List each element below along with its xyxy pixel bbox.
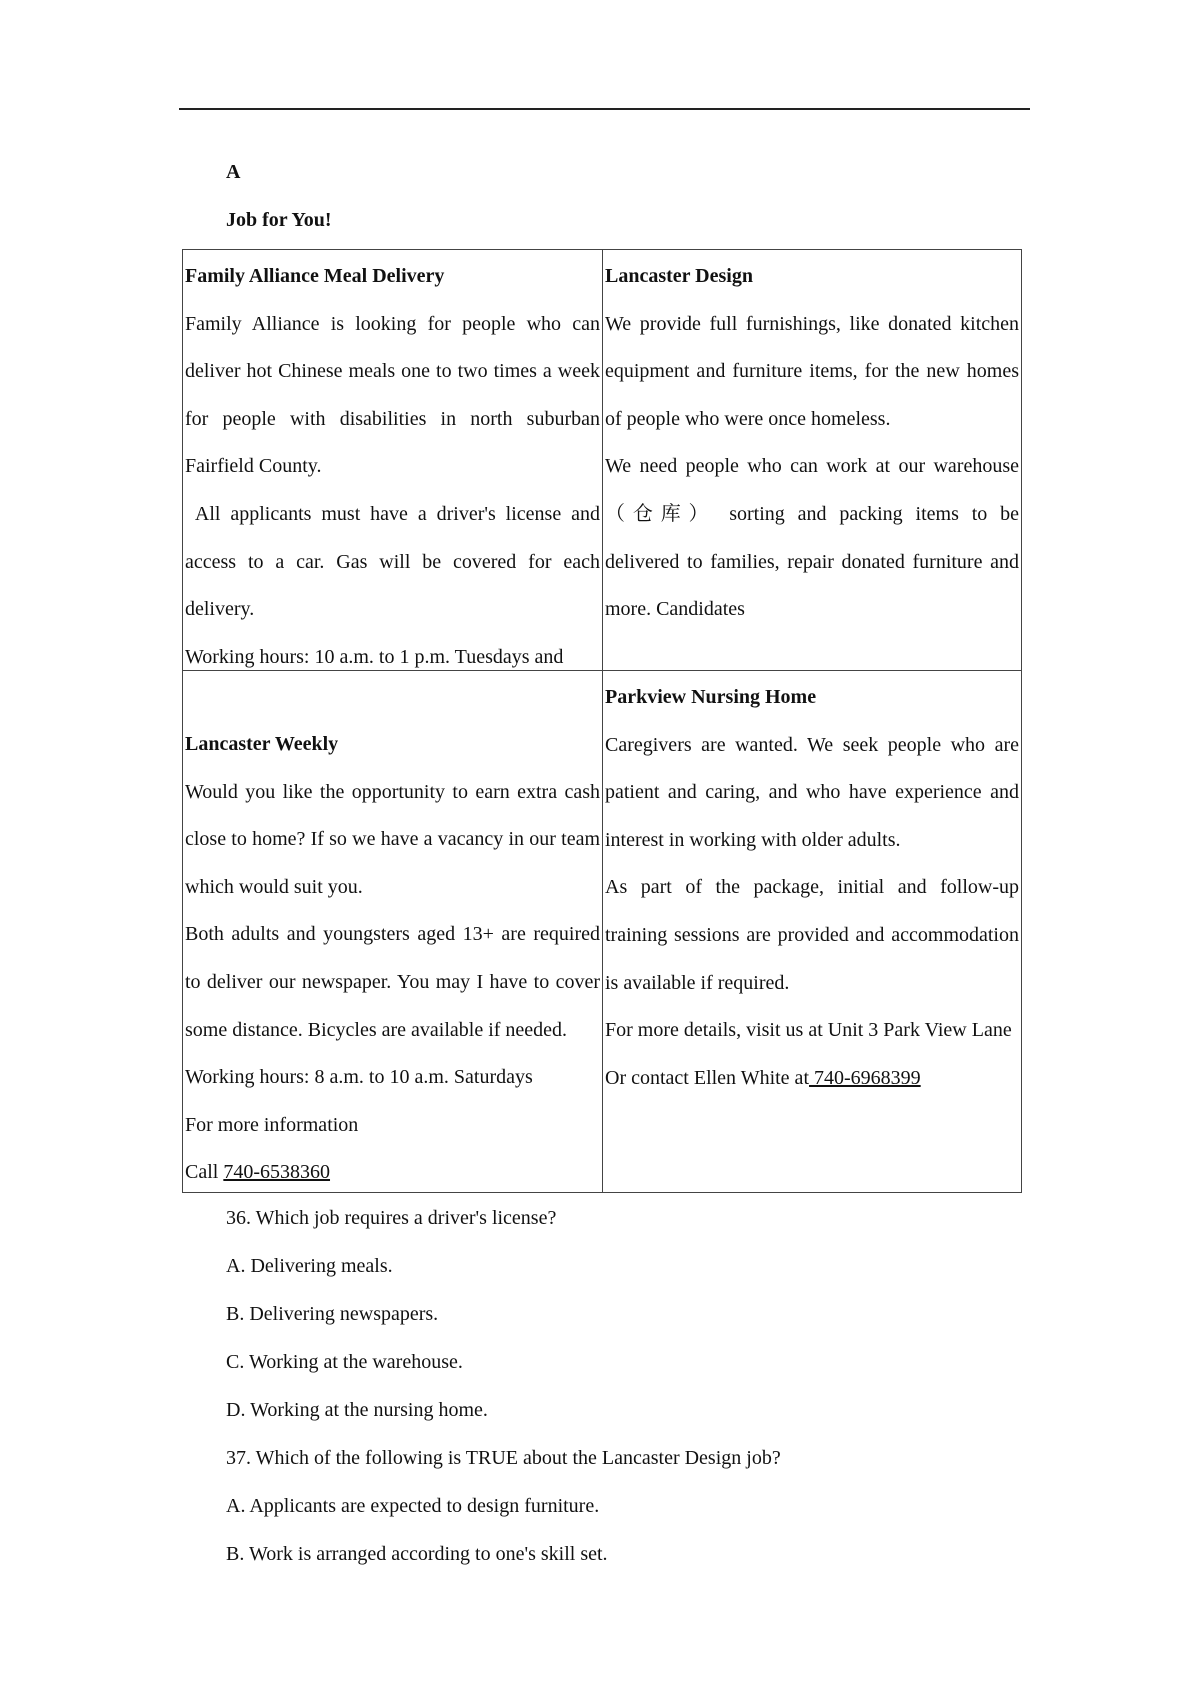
option-37-b: B. Work is arranged according to one's skill set. bbox=[226, 1543, 608, 1565]
ad-parkview-nursing-home bbox=[602, 671, 1021, 1192]
section-letter: A bbox=[226, 161, 241, 183]
ad-paragraph: For more information bbox=[185, 1113, 359, 1136]
option-37-a: A. Applicants are expected to design furniture. bbox=[226, 1495, 600, 1517]
ads-row-1 bbox=[183, 250, 1021, 670]
ad-paragraph: Both adults and youngsters aged 13+ are required to deliver our newspaper. You may I have to cover some distance. Bicycles are available if needed. bbox=[185, 923, 600, 1041]
question-36: 36. Which job requires a driver's license? bbox=[226, 1207, 557, 1229]
option-36-a: A. Delivering meals. bbox=[226, 1255, 393, 1277]
header-rule bbox=[179, 108, 1030, 110]
ad-lancaster-design bbox=[602, 250, 1021, 670]
ad-paragraph: For more details, visit us at Unit 3 Park View Lane bbox=[605, 1019, 1012, 1042]
ad-contact-line bbox=[185, 1149, 600, 1192]
ad-paragraph: Caregivers are wanted. We seek people who are patient and caring, and who have experience and interest in working with older adults. bbox=[605, 733, 1019, 851]
contact-label: Or contact Ellen White at bbox=[605, 1066, 809, 1089]
passage-title: Job for You! bbox=[226, 209, 332, 231]
option-36-b: B. Delivering newspapers. bbox=[226, 1303, 439, 1325]
ad-title: Family Alliance Meal Delivery bbox=[185, 265, 445, 287]
job-ads-table bbox=[182, 249, 1022, 1193]
ads-row-2 bbox=[183, 670, 1021, 1192]
ad-paragraph: All applicants must have a driver's license and access to a car. Gas will be covered for each delivery. bbox=[185, 502, 600, 621]
ad-paragraph: We provide full furnishings, like donated kitchen equipment and furniture items, for the new homes of people who were once homeless. bbox=[605, 312, 1019, 430]
call-label: Call bbox=[185, 1161, 224, 1184]
ad-contact-line bbox=[605, 1055, 1019, 1103]
ad-family-alliance bbox=[183, 250, 602, 670]
ad-title: Parkview Nursing Home bbox=[605, 686, 817, 708]
ad-paragraph: Working hours: 8 a.m. to 10 a.m. Saturdays bbox=[185, 1066, 533, 1089]
option-36-c: C. Working at the warehouse. bbox=[226, 1351, 463, 1373]
ad-title: Lancaster Weekly bbox=[185, 733, 339, 755]
ad-paragraph: We need people who can work at our warehouse （仓库） sorting and packing items to be delivered to families, repair donated furniture and more. Candidates bbox=[605, 455, 1019, 621]
phone-link[interactable]: 740-6538360 bbox=[223, 1161, 331, 1184]
option-36-d: D. Working at the nursing home. bbox=[226, 1399, 488, 1421]
ad-paragraph: Working hours: 10 a.m. to 1 p.m. Tuesdays and bbox=[185, 645, 564, 668]
ad-paragraph: Family Alliance is looking for people who can deliver hot Chinese meals one to two times a week for people with disabilities in north suburban Fairfield County. bbox=[185, 312, 600, 478]
question-37: 37. Which of the following is TRUE about the Lancaster Design job? bbox=[226, 1447, 781, 1469]
ad-lancaster-weekly bbox=[183, 671, 602, 1192]
ad-paragraph: As part of the package, initial and follow-up training sessions are provided and accommodation is available if required. bbox=[605, 876, 1019, 994]
phone-link[interactable]: 740-6968399 bbox=[809, 1066, 921, 1089]
ad-title: Lancaster Design bbox=[605, 265, 753, 287]
ad-paragraph: Would you like the opportunity to earn extra cash close to home? If so we have a vacancy in our team which would suit you. bbox=[185, 780, 600, 898]
